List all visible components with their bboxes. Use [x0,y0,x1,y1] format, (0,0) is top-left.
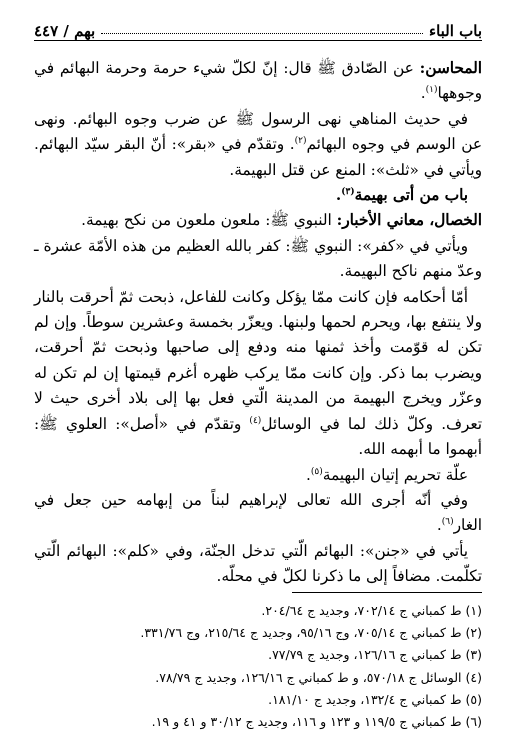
footnote: (١) ط كمباني ج ٧٠٢/١٤، وجديد ج ٢٠٤/٦٤. [261,603,482,618]
header-chapter-title: باب الباء [429,22,482,40]
paragraph-text: علّة تحريم إتيان البهيمة [322,465,468,484]
footnote: (٥) ط كمباني ج ١٣٢/٤، وجديد ج ١٨١/١٠. [268,691,482,707]
paragraph-tail: . وتقدّم في «بقر»: أنّ البقر سيّد البهائم. ويأتي في «ثلث»: المنع عن قتل البهيمة. [34,135,482,179]
page-header [34,14,482,41]
footnote-ref: (٢) [294,136,307,147]
paragraph-tail: . [420,84,426,103]
footnote: (٢) ط كمباني ج ٧٠٥/١٤، وج ٩٥/١٦، وجديد ج ٢١٥/٦٤، وج ٣٣١/٧٦. [140,625,482,641]
footnote-ref: (٣) [341,186,355,197]
paragraph-text: وفي أنّه أجرى الله تعالى لإبراهيم لبناً من إبهامه حين جعل في الغار [34,490,482,535]
header-dot-leader [101,33,423,34]
footnote-ref: (٦) [441,517,454,528]
paragraph [34,234,482,285]
section-heading [34,183,482,208]
heading-text: باب من أتى بهيمة [354,186,468,205]
main-text [34,56,482,590]
paragraph-tail: . [306,465,311,484]
footnote-ref: (٥) [310,466,323,477]
paragraph-text: يأتي في «جنن»: البهائم الّتي تدخل الجنّة، وفي «كلم»: البهائم الّتي تكلّمت. مضافاً إلى ما ذكرنا لكلّ في محلّه. [34,541,482,586]
paragraph-tail: وتقدّم في «أصل»: العلوي ﷺ: أبهموا ما أبهمه الله. [34,414,482,459]
paragraph-lead: الخصال، معاني الأخبار: [336,211,482,230]
paragraph [34,56,482,107]
footnote: (٣) ط كمباني ج ١٢٦/١٦، وجديد ج ٧٧/٧٩. [268,647,482,663]
paragraph-text: في حديث المناهي نهى الرسول ﷺ عن ضرب وجوه البهائم. ونهى عن الوسم في وجوه البهائم [34,109,482,154]
paragraph-text: النبوي ﷺ: ملعون ملعون من نكح بهيمة. [81,211,337,230]
paragraph [34,107,482,183]
paragraph [34,285,482,463]
paragraph-text: عن الصّادق ﷺ قال: إنّ لكلّ شيء حرمة وحرمة البهائم في وجوهها [34,59,482,103]
paragraph [34,539,482,590]
footnote: (٦) ط كمباني ج ١١٩/٥ و ١٢٣ و ١١٦، وجديد ج ٣٠/١٢ و ٤١ و ١٩. [151,714,482,730]
paragraph [34,463,482,488]
footnotes [60,600,482,733]
paragraph-tail: . [335,186,342,205]
footnote-separator [292,592,482,593]
footnote: (٤) الوسائل ج ٥٧٠/١٨، و ط كمباني ج ١٢٦/١٦، وجديد ج ٧٨/٧٩. [155,669,482,685]
paragraph-text: ويأتي في «كفر»: النبوي ﷺ: كفر بالله العظيم من هذه الأمّة عشرة ـ وعدّ منهم ناكح البهيمة. [34,236,482,281]
paragraph-lead: المحاسن: [419,59,482,77]
paragraph-tail: . [436,516,442,535]
footnote-ref: (٤) [249,415,262,426]
paragraph [34,488,482,539]
paragraph [34,208,482,233]
footnote-ref: (١) [425,85,438,96]
header-entry-page: بهم / ٤٤٧ [34,22,96,40]
paragraph-text: أمّا أحكامه فإن كانت ممّا يؤكل وكانت للفاعل، ذبحت ثمّ أحرقت بالنار ولا ينتفع بها، ويحرم لحمها ولبنها. ويعزّر بخمسة وعشرين سوطاً. وإن لم تكن له قوّمت وأخذ ثمنها منه ودفع إلى صاحبها وذبحت ثمّ أحرقت، ويضرب بما ذكر. وإن كانت ممّا يركب ظهره أغرم قيمتها إن لم تكن له وعزّر ويخرج البهيمة من المدينة الّتي فعل بها إلى بلاد أخرى حيث لا تعرف. وكلّ ذلك لما في الوسائل [34,287,482,433]
